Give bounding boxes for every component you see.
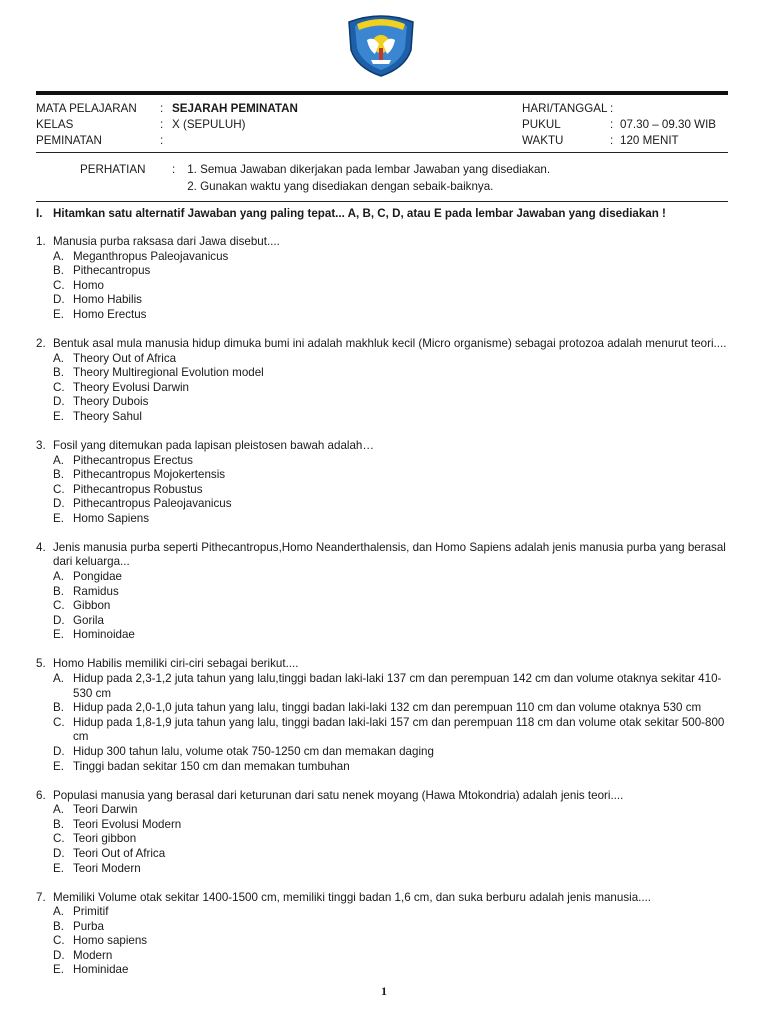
answer-option — [36, 832, 736, 847]
option-text: Homo Erectus — [73, 307, 147, 321]
answer-option — [36, 963, 736, 978]
question-text: Homo Habilis memiliki ciri-ciri sebagai berikut.... — [53, 657, 299, 671]
question-item — [36, 337, 736, 425]
answer-option — [36, 497, 736, 512]
option-text: Theory Sahul — [73, 409, 142, 423]
answer-option — [36, 250, 736, 265]
option-letter: C. — [53, 715, 65, 729]
option-letter: C. — [53, 482, 65, 496]
option-text: Theory Out of Africa — [73, 351, 177, 365]
answer-option — [36, 672, 736, 701]
option-letter: B. — [53, 366, 64, 380]
class-colon: : — [160, 118, 164, 131]
notice-bottom-rule — [36, 201, 728, 202]
option-text: Teori Evolusi Modern — [73, 817, 182, 831]
question-text: Bentuk asal mula manusia hidup dimuka bumi ini adalah makhluk kecil (Micro organisme) sebagai protozoa adalah menurut teori.... — [53, 336, 727, 350]
option-letter: D. — [53, 497, 65, 511]
question-item — [36, 439, 736, 527]
question-number: 7. — [36, 890, 46, 904]
answer-option — [36, 599, 736, 614]
option-text: Theory Dubois — [73, 395, 149, 409]
option-letter: D. — [53, 395, 65, 409]
option-letter: A. — [53, 453, 64, 467]
option-letter: C. — [53, 278, 65, 292]
option-letter: D. — [53, 744, 65, 758]
option-letter: A. — [53, 570, 64, 584]
option-text: Pithecantropus Robustus — [73, 482, 203, 496]
answer-option — [36, 614, 736, 629]
option-text: Hominoidae — [73, 628, 135, 642]
answer-option — [36, 920, 736, 935]
question-stem — [36, 337, 736, 352]
time-label: PUKUL — [522, 118, 561, 131]
question-text: Populasi manusia yang berasal dari keturunan dari satu nenek moyang (Hawa Mtokondria) adalah jenis teori.... — [53, 788, 624, 802]
answer-option — [36, 570, 736, 585]
option-letter: C. — [53, 934, 65, 948]
option-text: Purba — [73, 919, 104, 933]
answer-option — [36, 949, 736, 964]
option-text: Hidup 300 tahun lalu, volume otak 750-1250 cm dan memakan daging — [73, 744, 434, 758]
question-item — [36, 541, 736, 643]
notice-colon: : — [172, 163, 176, 176]
option-letter: D. — [53, 613, 65, 627]
question-text: Jenis manusia purba seperti Pithecantropus,Homo Neanderthalensis, dan Homo Sapiens adalah jenis manusia purba yang berasal dari keluarga... — [53, 540, 726, 569]
option-letter: E. — [53, 409, 64, 423]
option-text: Gibbon — [73, 599, 111, 613]
class-value: X (SEPULUH) — [172, 118, 246, 131]
option-letter: A. — [53, 249, 64, 263]
question-stem — [36, 657, 736, 672]
question-number: 2. — [36, 336, 46, 350]
option-text: Homo Sapiens — [73, 511, 150, 525]
notice-line-1: 1. Semua Jawaban dikerjakan pada lembar Jawaban yang disediakan. — [187, 163, 551, 176]
answer-option — [36, 454, 736, 469]
class-label: KELAS — [36, 118, 74, 131]
duration-label: WAKTU — [522, 134, 564, 147]
answer-option — [36, 818, 736, 833]
major-colon: : — [160, 134, 164, 147]
option-letter: D. — [53, 846, 65, 860]
option-text: Homo — [73, 278, 104, 292]
question-number: 1. — [36, 235, 46, 248]
option-text: Hidup pada 2,0-1,0 juta tahun yang lalu, tinggi badan laki-laki 132 cm dan perempuan 110 cm dan volume otaknya 530 cm — [73, 701, 702, 715]
section-instruction — [36, 207, 666, 220]
notice-line-2: 2. Gunakan waktu yang disediakan dengan sebaik-baiknya. — [187, 180, 494, 193]
option-letter: A. — [53, 803, 64, 817]
option-letter: A. — [53, 672, 64, 685]
header-top-rule — [36, 91, 728, 95]
question-stem — [36, 891, 736, 906]
subject-colon: : — [160, 102, 164, 115]
option-letter: D. — [53, 293, 65, 307]
question-item — [36, 235, 736, 323]
duration-value: 120 MENIT — [620, 134, 679, 147]
notice-block — [80, 161, 550, 195]
answer-option — [36, 745, 736, 760]
section-text: Hitamkan satu alternatif Jawaban yang paling tepat... A, B, C, D, atau E pada lembar Jawaban yang disediakan ! — [53, 207, 666, 220]
option-letter: E. — [53, 628, 64, 642]
question-text: Memiliki Volume otak sekitar 1400-1500 cm, memiliki tinggi badan 1,6 cm, dan suka berburu adalah jenis manusia.... — [53, 890, 652, 904]
answer-option — [36, 701, 736, 716]
notice-label: PERHATIAN — [80, 163, 146, 176]
question-item — [36, 657, 736, 774]
option-letter: B. — [53, 919, 64, 933]
option-text: Teori Out of Africa — [73, 846, 166, 860]
option-letter: B. — [53, 701, 64, 715]
answer-option — [36, 483, 736, 498]
option-text: Hidup pada 2,3-1,2 juta tahun yang lalu,tinggi badan laki-laki 137 cm dan perempuan 142 cm dan volume otaknya sekitar 410-530 cm — [73, 672, 722, 700]
option-text: Teori gibbon — [73, 832, 137, 846]
tut-wuri-handayani-logo-icon — [345, 10, 417, 78]
answer-option — [36, 279, 736, 294]
subject-label: MATA PELAJARAN — [36, 102, 137, 115]
option-text: Pithecantropus Mojokertensis — [73, 468, 226, 482]
answer-option — [36, 847, 736, 862]
option-letter: C. — [53, 599, 65, 613]
subject-value: SEJARAH PEMINATAN — [172, 102, 298, 115]
option-text: Teori Darwin — [73, 803, 138, 817]
option-letter: C. — [53, 380, 65, 394]
option-text: Meganthropus Paleojavanicus — [73, 249, 229, 263]
question-item — [36, 789, 736, 877]
duration-colon: : — [610, 134, 614, 147]
question-list — [36, 235, 736, 992]
option-text: Primitif — [73, 905, 109, 919]
option-text: Theory Multiregional Evolution model — [73, 366, 264, 380]
option-text: Theory Evolusi Darwin — [73, 380, 189, 394]
option-letter: D. — [53, 948, 65, 962]
answer-option — [36, 293, 736, 308]
answer-option — [36, 366, 736, 381]
question-number: 4. — [36, 540, 46, 554]
option-text: Pithecantropus — [73, 264, 151, 278]
option-letter: E. — [53, 861, 64, 875]
answer-option — [36, 716, 736, 745]
option-letter: B. — [53, 584, 64, 598]
option-text: Teori Modern — [73, 861, 141, 875]
answer-option — [36, 628, 736, 643]
question-number: 5. — [36, 657, 46, 671]
question-stem — [36, 541, 736, 570]
question-item — [36, 891, 736, 979]
option-text: Gorila — [73, 613, 104, 627]
option-letter: E. — [53, 307, 64, 321]
answer-option — [36, 410, 736, 425]
question-number: 3. — [36, 438, 46, 452]
question-stem — [36, 235, 736, 250]
day-colon: : — [610, 102, 614, 115]
option-text: Pongidae — [73, 570, 122, 584]
time-colon: : — [610, 118, 614, 131]
answer-option — [36, 803, 736, 818]
answer-option — [36, 352, 736, 367]
option-letter: C. — [53, 832, 65, 846]
day-label: HARI/TANGGAL — [522, 102, 608, 115]
option-letter: E. — [53, 511, 64, 525]
answer-option — [36, 934, 736, 949]
option-letter: E. — [53, 963, 64, 977]
option-text: Tinggi badan sekitar 150 cm dan memakan tumbuhan — [73, 759, 350, 773]
time-value: 07.30 – 09.30 WIB — [620, 118, 717, 131]
option-letter: E. — [53, 759, 64, 773]
major-label: PEMINATAN — [36, 134, 102, 147]
option-text: Pithecantropus Paleojavanicus — [73, 497, 232, 511]
option-text: Hidup pada 1,8-1,9 juta tahun yang lalu, tinggi badan laki-laki 157 cm dan perempuan 118 cm dan volume otak sekitar 500-800 cm — [73, 715, 725, 744]
question-number: 6. — [36, 788, 46, 802]
answer-option — [36, 308, 736, 323]
section-number: I. — [36, 207, 43, 220]
option-text: Modern — [73, 948, 113, 962]
page-number: 1 — [381, 984, 387, 998]
option-letter: B. — [53, 468, 64, 482]
option-text: Ramidus — [73, 584, 119, 598]
option-text: Homo Habilis — [73, 293, 142, 307]
answer-option — [36, 585, 736, 600]
question-stem — [36, 789, 736, 804]
answer-option — [36, 468, 736, 483]
answer-option — [36, 395, 736, 410]
question-text: Manusia purba raksasa dari Jawa disebut.... — [53, 235, 280, 248]
option-text: Pithecantropus Erectus — [73, 453, 193, 467]
answer-option — [36, 862, 736, 877]
answer-option — [36, 381, 736, 396]
option-letter: A. — [53, 905, 64, 919]
option-letter: B. — [53, 817, 64, 831]
answer-option — [36, 264, 736, 279]
answer-option — [36, 905, 736, 920]
header-bottom-rule — [36, 152, 728, 153]
option-letter: B. — [53, 264, 64, 278]
question-text: Fosil yang ditemukan pada lapisan pleistosen bawah adalah… — [53, 438, 374, 452]
option-text: Homo sapiens — [73, 934, 148, 948]
answer-option — [36, 760, 736, 775]
option-text: Hominidae — [73, 963, 129, 977]
answer-option — [36, 512, 736, 527]
question-stem — [36, 439, 736, 454]
option-letter: A. — [53, 351, 64, 365]
